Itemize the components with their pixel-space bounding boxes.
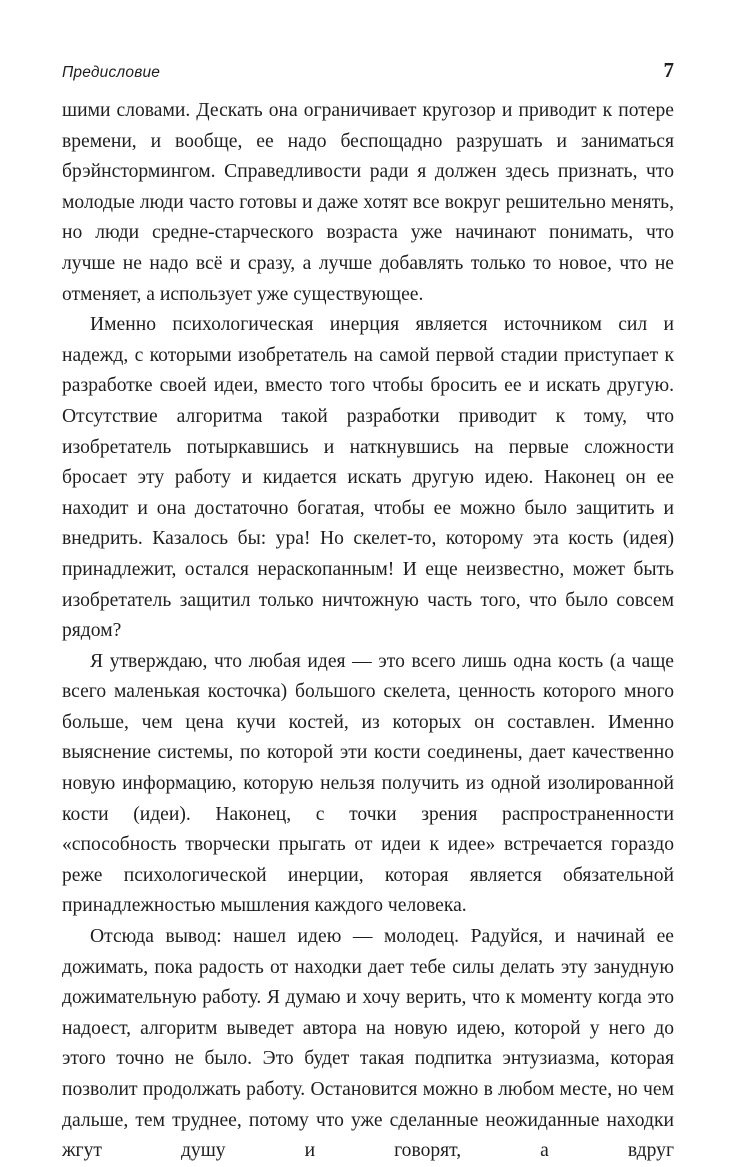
paragraph-2: Именно психологическая инерция является источником сил и надежд, с которыми изобретатель на самой первой стадии приступает к разработке своей идеи, вместо того чтобы бросить ее и искать другую. Отсутствие алгоритма такой разработки приводит к тому, что изобретатель потыркавшись и наткнувшись на первые сложности бросает эту работу и кидается искать другую идею. Наконец он ее находит и она достаточно богатая, чтобы ее можно было защитить и внедрить. Казалось бы: ура! Но скелет-то, которому эта кость (идея) принадлежит, остался нераскопанным! И еще неизвестно, может быть изобретатель защитил только ничтожную часть того, что было совсем рядом? — [62, 314, 674, 642]
paragraph-4: Отсюда вывод: нашел идею — молодец. Радуйся, и начинай ее дожимать, пока радость от находки дает тебе силы делать эту занудную дожимательную работу. Я думаю и хочу верить, что к моменту когда это надоест, алгоритм выведет автора на новую идею, которой у него до этого точно не было. Это будет такая подпитка энтузиазма, которая позволит продолжать работу. Остановится можно в любом месте, но чем дальше, тем труднее, потому что уже сделанные неожиданные находки жгут душу и говорят, а вдруг — [62, 926, 674, 1162]
section-title: Предисловие — [62, 64, 161, 81]
page-number: 7 — [663, 58, 674, 82]
running-header — [62, 58, 674, 90]
paragraph-3: Я утверждаю, что любая идея — это всего лишь одна кость (а чаще всего маленькая косточка) большого скелета, ценность которого много больше, чем цена кучи костей, из которых он составлен. Именно выяснение системы, по которой эти кости соединены, дает качественно новую информацию, которую нельзя получить из одной изолированной кости (идеи). Наконец, с точки зрения распространенности «способность творчески прыгать от идеи к идее» встречается гораздо реже психологической инерции, которая является обязательной принадлежностью мышления каждого человека. — [62, 650, 674, 917]
body-text — [62, 96, 674, 1167]
paragraph-1: шими словами. Дескать она ограничивает кругозор и приводит к потере времени, и вообще, ее надо беспощадно разрушать и заниматься брэйнстормингом. Справедливости ради я должен здесь признать, что молодые люди часто готовы и даже хотят все вокруг решительно менять, но люди средне-старческого возраста уже начинают понимать, что лучше не надо всё и сразу, а лучше добавлять только то новое, что не отменяет, а использует уже существующее. — [62, 100, 674, 305]
